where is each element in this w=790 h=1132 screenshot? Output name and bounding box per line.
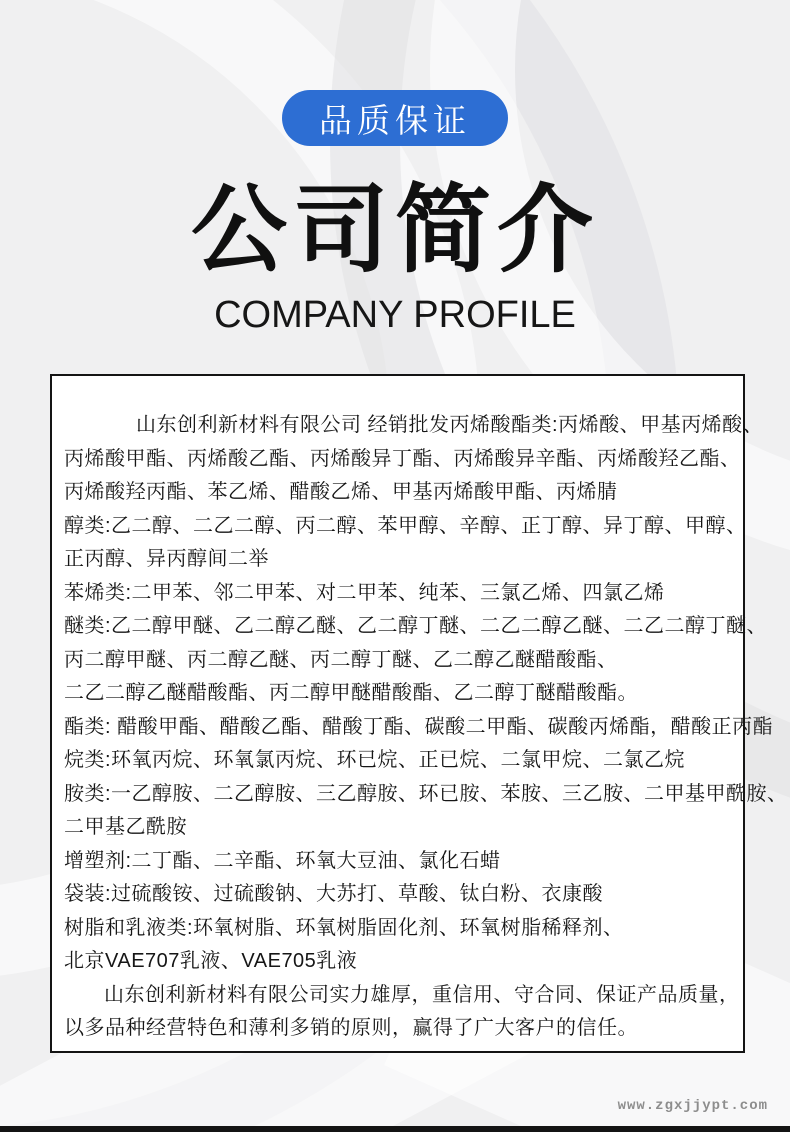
profile-line: 山东创利新材料有限公司实力雄厚，重信用、守合同、保证产品质量， xyxy=(104,983,740,1006)
profile-line: 酯类: 醋酸甲酯、醋酸乙酯、醋酸丁酯、碳酸二甲酯、碳酸丙烯酯，醋酸正丙酯 xyxy=(64,715,774,738)
profile-line: 北京VAE707乳液、VAE705乳液 xyxy=(64,950,358,972)
quality-assurance-badge-label: 品质保证 xyxy=(319,101,471,139)
profile-text xyxy=(64,409,788,1046)
footer-bar xyxy=(0,1126,790,1132)
website-watermark: www.zgxjjypt.com xyxy=(617,1098,768,1114)
profile-line: 苯烯类:二甲苯、邻二甲苯、对二甲苯、纯苯、三氯乙烯、四氯乙烯 xyxy=(64,581,665,604)
quality-assurance-badge xyxy=(282,90,508,146)
profile-line: 山东创利新材料有限公司 经销批发丙烯酸酯类:丙烯酸、甲基丙烯酸、 xyxy=(136,414,764,436)
profile-line: 以多品种经营特色和薄利多销的原则，赢得了广大客户的信任。 xyxy=(64,1017,638,1039)
profile-line: 胺类:一乙醇胺、二乙醇胺、三乙醇胺、环已胺、苯胺、三乙胺、二甲基甲酰胺、 xyxy=(64,782,788,805)
profile-line: 丙烯酸羟丙酯、苯乙烯、醋酸乙烯、甲基丙烯酸甲酯、丙烯腈 xyxy=(64,481,618,503)
profile-line: 增塑剂:二丁酯、二辛酯、环氧大豆油、氯化石蜡 xyxy=(64,849,501,872)
page-subtitle: COMPANY PROFILE xyxy=(214,294,576,336)
profile-line: 正丙醇、异丙醇间二举 xyxy=(64,548,269,570)
company-profile-text-box xyxy=(50,374,788,1053)
page-title: 公司简介 xyxy=(191,177,599,284)
profile-line: 醚类:乙二醇甲醚、乙二醇乙醚、乙二醇丁醚、二乙二醇乙醚、二乙二醇丁醚、 xyxy=(64,615,768,637)
profile-line: 袋装:过硫酸铵、过硫酸钠、大苏打、草酸、钛白粉、衣康酸 xyxy=(64,883,604,905)
profile-line: 烷类:环氧丙烷、环氧氯丙烷、环已烷、正已烷、二氯甲烷、二氯乙烷 xyxy=(64,749,686,771)
profile-line: 二甲基乙酰胺 xyxy=(64,816,187,838)
profile-line: 丙烯酸甲酯、丙烯酸乙酯、丙烯酸异丁酯、丙烯酸异辛酯、丙烯酸羟乙酯、 xyxy=(64,447,741,470)
profile-line: 二乙二醇乙醚醋酸酯、丙二醇甲醚醋酸酯、乙二醇丁醚醋酸酯。 xyxy=(64,682,638,704)
profile-line: 树脂和乳液类:环氧树脂、环氧树脂固化剂、环氧树脂稀释剂、 xyxy=(64,916,624,939)
profile-line: 丙二醇甲醚、丙二醇乙醚、丙二醇丁醚、乙二醇乙醚醋酸酯、 xyxy=(64,648,618,671)
profile-line: 醇类:乙二醇、二乙二醇、丙二醇、苯甲醇、辛醇、正丁醇、异丁醇、甲醇、 xyxy=(64,514,747,537)
